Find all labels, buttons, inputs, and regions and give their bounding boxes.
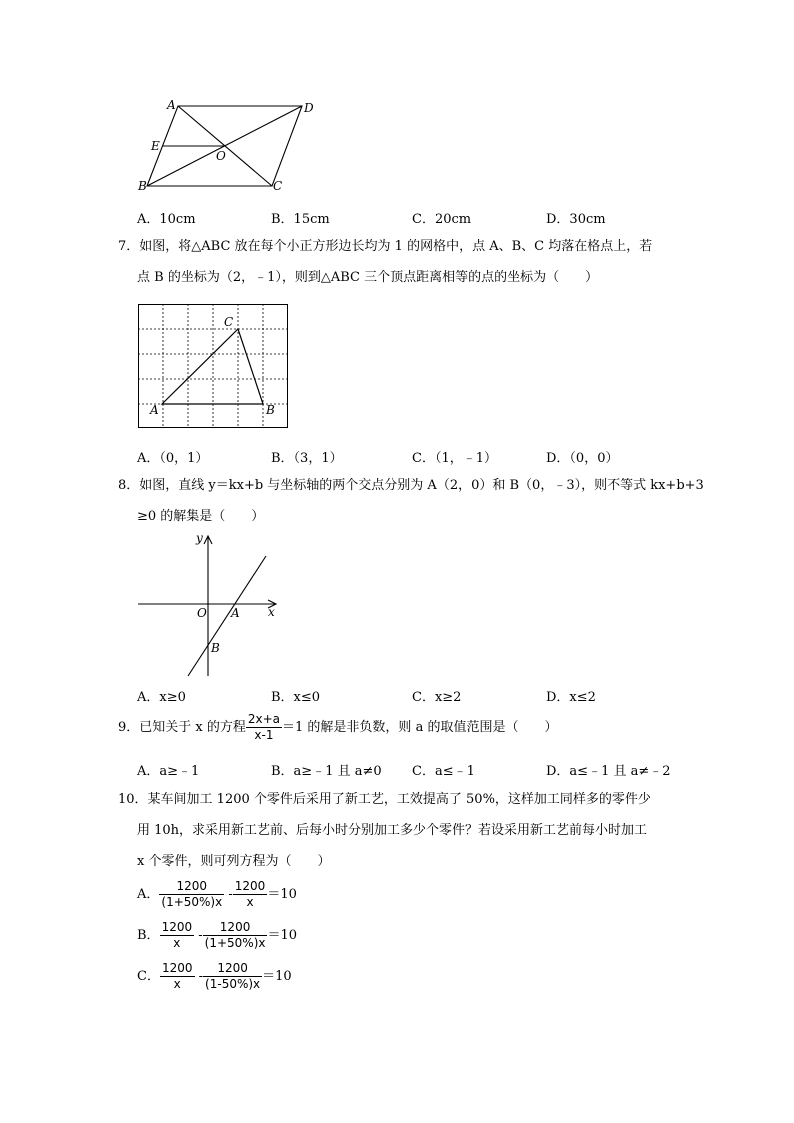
label-y: y <box>196 531 203 545</box>
label-e: E <box>151 139 160 153</box>
label-b: B <box>211 641 220 655</box>
q10-option-a-label: A． <box>137 887 160 902</box>
q10-option-c-fraction1 <box>160 961 195 992</box>
fraction-denominator: (1+50%)x <box>204 936 266 950</box>
label-a: A <box>167 98 176 112</box>
q9-option-d[interactable]: D．a≤﹣1 且 a≠﹣2 <box>546 764 671 779</box>
q10-option-c[interactable] <box>137 960 292 994</box>
q6-option-a[interactable]: A．10cm <box>137 212 196 227</box>
q10-option-c-label: C． <box>137 969 160 984</box>
q9-stem <box>118 712 557 744</box>
q7-stem-line2: 点 B 的坐标为（2，﹣1），则到△ABC 三个顶点距离相等的点的坐标为（ ） <box>137 270 599 285</box>
q7-option-b[interactable]: B．（3，1） <box>271 451 343 466</box>
label-o: O <box>197 606 207 620</box>
minus-sign: - <box>228 887 233 902</box>
equation-rhs: ＝10 <box>267 928 298 943</box>
label-x: x <box>268 605 275 619</box>
q10-stem-line1: 10．某车间加工 1200 个零件后采用了新工艺，工效提高了 50%，这样加工同样多的零件少 <box>118 792 651 807</box>
q10-option-a-fraction1 <box>159 879 224 910</box>
q10-option-b-label: B． <box>137 928 160 943</box>
label-b: B <box>266 403 275 417</box>
q9-fraction <box>246 712 282 743</box>
q7-stem-line1: 7．如图，将△ABC 放在每个小正方形边长均为 1 的网格中，点 A、B、C 均落在格点上，若 <box>118 239 653 254</box>
q10-option-b[interactable] <box>137 919 297 953</box>
q6-parallelogram-figure <box>130 96 330 196</box>
fraction-numerator: 1200 <box>203 961 262 977</box>
q6-option-c[interactable]: C．20cm <box>412 212 472 227</box>
q10-stem-line3: x 个零件，则可列方程为（ ） <box>137 854 331 869</box>
label-c: C <box>273 179 283 193</box>
q8-option-a[interactable]: A．x≥0 <box>137 690 186 705</box>
q10-option-a[interactable] <box>137 878 297 912</box>
q9-fraction-denominator: x-1 <box>254 728 274 742</box>
q10-option-c-fraction2 <box>203 961 262 992</box>
q7-grid-figure <box>138 304 288 429</box>
fraction-denominator: x <box>246 895 254 909</box>
label-b: B <box>138 179 147 193</box>
q9-fraction-numerator: 2x+a <box>247 712 281 726</box>
equation-rhs: ＝10 <box>267 887 297 902</box>
label-c: C <box>224 315 234 329</box>
q10-option-b-fraction2 <box>203 920 268 951</box>
fraction-numerator: 1200 <box>161 961 193 975</box>
fraction-denominator: (1+50%)x <box>161 895 223 909</box>
q10-option-a-fraction2 <box>233 879 268 910</box>
fraction-numerator: 1200 <box>203 920 268 936</box>
q7-option-d[interactable]: D．（0，0） <box>546 451 619 466</box>
q8-option-d[interactable]: D．x≤2 <box>546 690 596 705</box>
q9-option-a[interactable]: A．a≥﹣1 <box>137 764 200 779</box>
q7-option-a[interactable]: A．（0，1） <box>137 451 209 466</box>
q6-option-b[interactable]: B．15cm <box>271 212 330 227</box>
q8-option-c[interactable]: C．x≥2 <box>412 690 462 705</box>
minus-sign: - <box>198 928 203 943</box>
q7-option-c[interactable]: C．（1，﹣1） <box>412 451 497 466</box>
q9-stem-suffix: ＝1 的解是非负数，则 a 的取值范围是（ ） <box>282 720 558 735</box>
q9-option-b[interactable]: B．a≥﹣1 且 a≠0 <box>271 764 382 779</box>
triangle-abc <box>162 329 263 404</box>
label-o: O <box>216 149 226 163</box>
fraction-denominator: (1-50%)x <box>205 977 261 991</box>
label-a: A <box>150 403 159 417</box>
fraction-numerator: 1200 <box>234 879 266 893</box>
q6-option-d[interactable]: D．30cm <box>546 212 606 227</box>
q8-stem-line2: ≥0 的解集是（ ） <box>137 509 265 524</box>
q8-option-b[interactable]: B．x≤0 <box>271 690 321 705</box>
fraction-denominator: x <box>173 977 181 991</box>
fraction-numerator: 1200 <box>159 879 224 895</box>
q8-stem-line1: 8．如图，直线 y＝kx+b 与坐标轴的两个交点分别为 A（2，0）和 B（0，﹣3），则不等式 kx+b+3 <box>118 478 704 493</box>
q9-option-c[interactable]: C．a≤﹣1 <box>412 764 475 779</box>
fraction-denominator: x <box>173 936 181 950</box>
label-d: D <box>304 101 314 115</box>
equation-rhs: ＝10 <box>262 969 292 984</box>
fraction-numerator: 1200 <box>161 920 193 934</box>
q10-option-b-fraction1 <box>160 920 195 951</box>
q8-coordinate-figure <box>136 530 286 680</box>
q9-stem-prefix: 9．已知关于 x 的方程 <box>118 720 246 735</box>
q10-stem-line2: 用 10h，求采用新工艺前、后每小时分别加工多少个零件？若设采用新工艺前每小时加工 <box>137 823 648 838</box>
minus-sign: - <box>198 969 204 984</box>
label-a: A <box>231 606 240 620</box>
